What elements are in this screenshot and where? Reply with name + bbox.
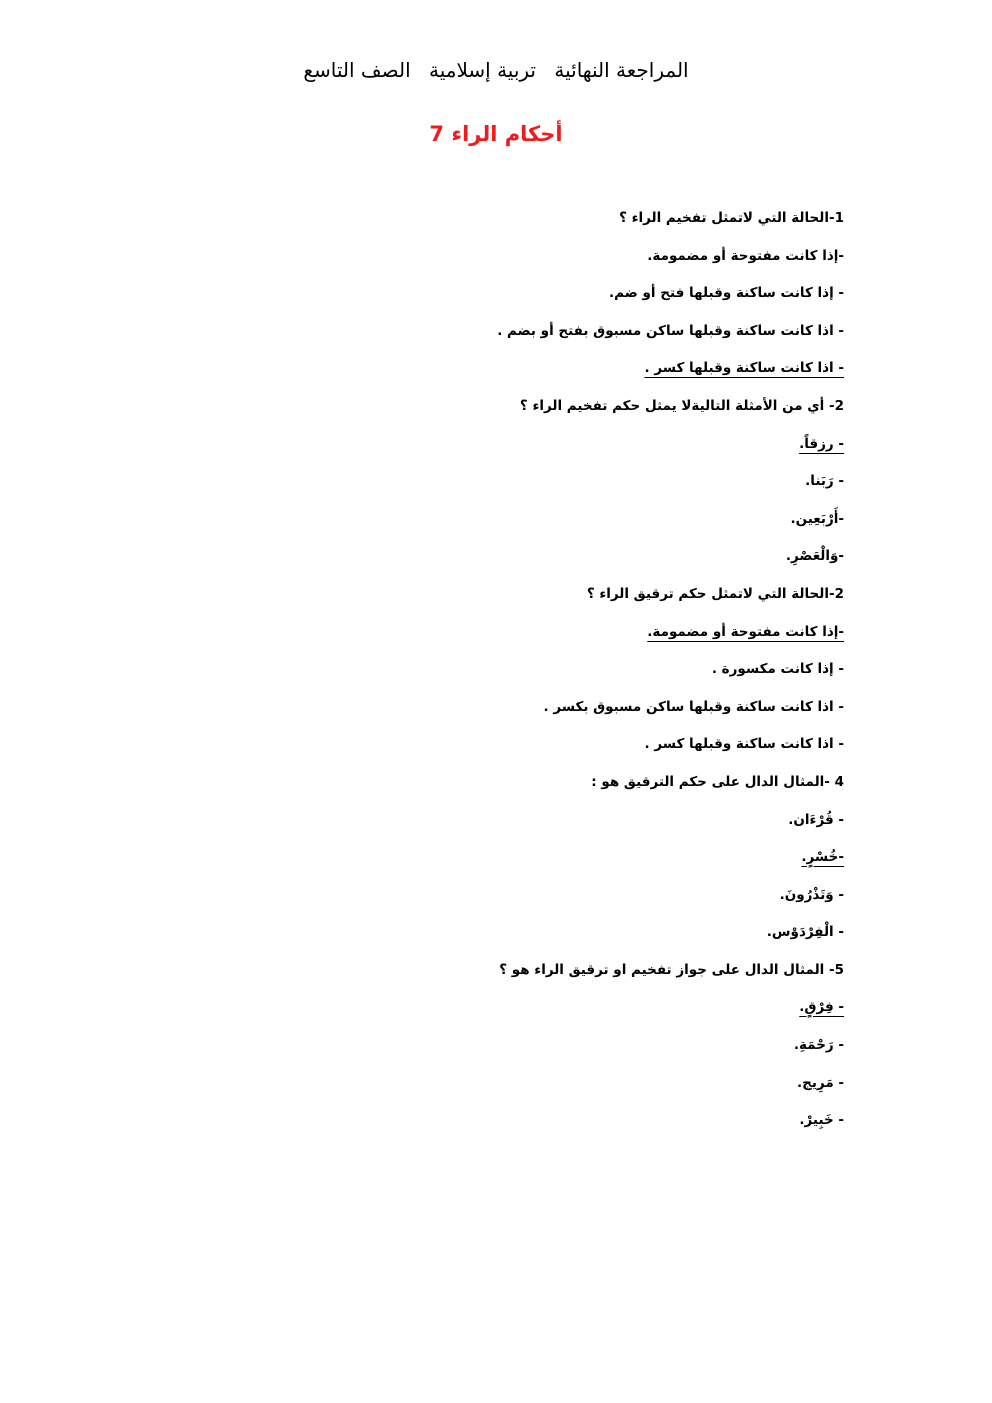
line-text: 2- أي من الأمثلة التاليةلا يمثل حكم تفخيم الراء ؟ bbox=[519, 397, 844, 414]
line-text: - رَحْمَةِ. bbox=[793, 1037, 844, 1054]
page-title: أحكام الراء 7 bbox=[429, 122, 563, 146]
header-subject: تربية إسلامية bbox=[429, 58, 537, 82]
line-text: - رزقاً. bbox=[799, 435, 844, 452]
text-line bbox=[144, 392, 844, 430]
text-line bbox=[144, 542, 844, 580]
text-line bbox=[144, 993, 844, 1031]
text-line bbox=[144, 1106, 844, 1144]
line-text: - قُرْءَان. bbox=[788, 811, 844, 828]
text-line bbox=[144, 467, 844, 505]
line-text: - إذا كانت مكسورة . bbox=[711, 661, 844, 678]
line-text: -إذا كانت مفتوحة أو مضمومة. bbox=[647, 623, 844, 640]
line-text: - اذا كانت ساكنة وقبلها كسر . bbox=[644, 736, 844, 753]
line-text: - اذا كانت ساكنة وقبلها كسر . bbox=[644, 360, 844, 377]
text-line bbox=[144, 580, 844, 618]
line-text: - وَتَذْرُونَ. bbox=[779, 886, 844, 903]
line-text: 1-الحالة التي لاتمثل تفخيم الراء ؟ bbox=[619, 210, 844, 226]
line-text: -خُسْرٍ. bbox=[801, 849, 844, 866]
text-line bbox=[144, 693, 844, 731]
line-text: - اذا كانت ساكنة وقبلها ساكن مسبوق بكسر . bbox=[543, 698, 844, 715]
text-line bbox=[144, 242, 844, 280]
text-line bbox=[144, 430, 844, 468]
text-line bbox=[144, 881, 844, 919]
text-line bbox=[144, 956, 844, 994]
page-header bbox=[0, 58, 992, 82]
text-line bbox=[144, 918, 844, 956]
line-text: - الْفِرْدَوْس. bbox=[766, 924, 844, 941]
text-line bbox=[144, 730, 844, 768]
line-text: - مَرِيج. bbox=[797, 1074, 844, 1091]
line-text: - خَبِيرْ. bbox=[799, 1112, 844, 1129]
text-line bbox=[144, 354, 844, 392]
line-text: - رَبَنا. bbox=[805, 473, 844, 490]
header-grade: الصف التاسع bbox=[303, 58, 411, 82]
questions-list bbox=[144, 204, 844, 1144]
text-line bbox=[144, 806, 844, 844]
text-line bbox=[144, 204, 844, 242]
line-text: - اذا كانت ساكنة وقبلها ساكن مسبوق بفتح أو بضم . bbox=[497, 322, 844, 339]
text-line bbox=[144, 655, 844, 693]
line-text: 5- المثال الدال على جواز تفخيم او ترقيق الراء هو ؟ bbox=[499, 961, 844, 978]
line-text: 4 -المثال الدال على حكم الترقيق هو : bbox=[591, 773, 844, 790]
header-review: المراجعة النهائية bbox=[554, 58, 689, 82]
line-text: - إذا كانت ساكنة وقبلها فتح أو ضم. bbox=[609, 285, 844, 302]
text-line bbox=[144, 1031, 844, 1069]
line-text: - فِرْقٍ. bbox=[799, 999, 844, 1016]
text-line bbox=[144, 505, 844, 543]
text-line bbox=[144, 768, 844, 806]
text-line bbox=[144, 843, 844, 881]
text-line bbox=[144, 618, 844, 656]
line-text: -إذا كانت مفتوحة أو مضمومة. bbox=[647, 247, 844, 264]
line-text: 2-الحالة التي لاتمثل حكم ترقيق الراء ؟ bbox=[586, 585, 844, 602]
line-text: -وَالْعَصْرِ. bbox=[785, 548, 844, 565]
text-line bbox=[144, 317, 844, 355]
text-line bbox=[144, 1069, 844, 1107]
text-line bbox=[144, 279, 844, 317]
line-text: -أَرْبَعِين. bbox=[790, 510, 844, 527]
